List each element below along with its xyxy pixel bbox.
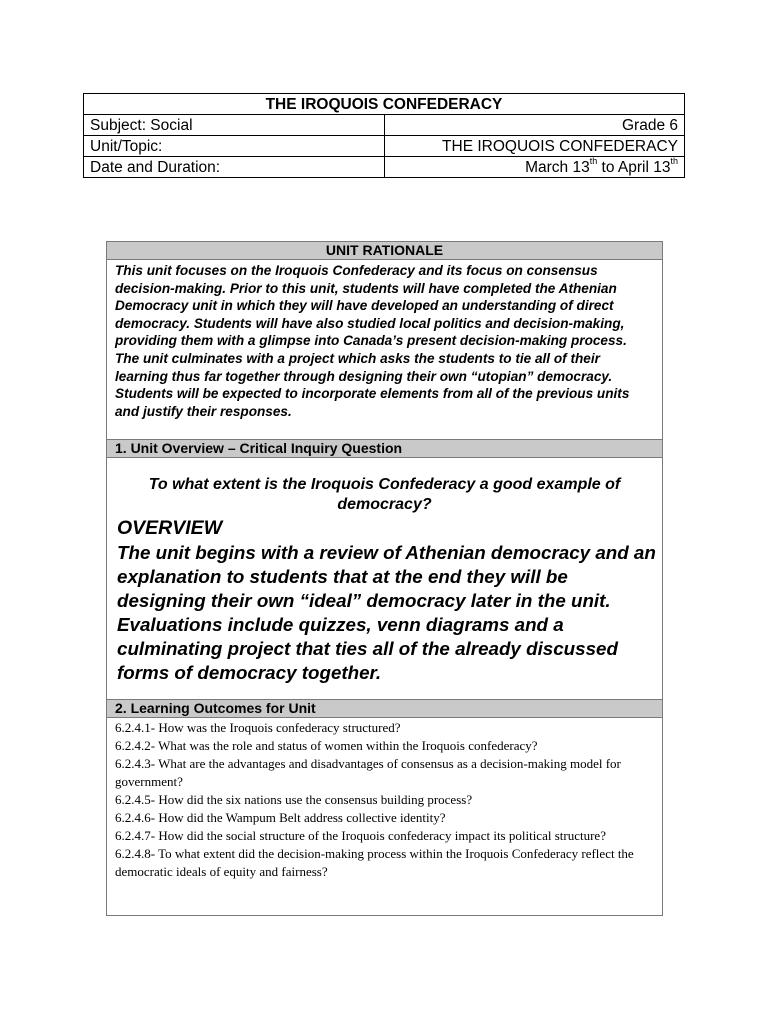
- overview-subheading: OVERVIEW: [117, 517, 223, 539]
- outcome-item: 6.2.4.3- What are the advantages and disadvantages of consensus as a decision-making model for government?: [115, 756, 621, 789]
- outcomes-cell: [107, 718, 663, 916]
- date-value: [385, 157, 685, 178]
- outcome-item: 6.2.4.1- How was the Iroquois confederacy structured?: [115, 720, 401, 735]
- document-title: THE IROQUOIS CONFEDERACY: [84, 94, 685, 115]
- unit-label: Unit/Topic:: [84, 136, 385, 157]
- overview-heading: 1. Unit Overview – Critical Inquiry Question: [107, 440, 663, 458]
- date-end: to April 13: [597, 158, 671, 176]
- inquiry-question: To what extent is the Iroquois Confederacy a good example of democracy?: [148, 476, 621, 513]
- outcome-item: 6.2.4.5- How did the six nations use the consensus building process?: [115, 792, 473, 807]
- outcome-item: 6.2.4.2- What was the role and status of women within the Iroquois confederacy?: [115, 738, 538, 753]
- unit-plan-table: [106, 241, 663, 916]
- overview-cell: [107, 458, 663, 700]
- unit-value: THE IROQUOIS CONFEDERACY: [385, 136, 685, 157]
- date-start: March 13: [525, 158, 590, 176]
- rationale-heading: UNIT RATIONALE: [107, 242, 663, 260]
- grade-value: Grade 6: [385, 115, 685, 136]
- outcome-item: 6.2.4.6- How did the Wampum Belt address collective identity?: [115, 810, 446, 825]
- date-suffix-1: th: [589, 156, 598, 167]
- rationale-text: This unit focuses on the Iroquois Confederacy and its focus on consensus decision-making. Prior to this unit, students will have completed the Athenian Democracy unit in which they will have developed an understanding of direct democracy. Students will have also studied local politics and decision-making, providing them with a glimpse into Canada’s present decision-making process. The unit culminates with a project which asks the students to tie all of their learning thus far together through designing their own “utopian” democracy. Students will be expected to incorporate elements from all of the previous units and justify their responses.: [107, 260, 663, 440]
- date-label: Date and Duration:: [84, 157, 385, 178]
- header-table: [83, 93, 685, 178]
- outcomes-heading: 2. Learning Outcomes for Unit: [107, 700, 663, 718]
- outcome-item: 6.2.4.8- To what extent did the decision-making process within the Iroquois Confederacy reflect the democratic ideals of equity and fairness?: [115, 846, 634, 879]
- outcome-item: 6.2.4.7- How did the social structure of the Iroquois confederacy impact its political structure?: [115, 828, 606, 843]
- date-suffix-2: th: [670, 156, 678, 167]
- overview-body: The unit begins with a review of Athenian democracy and an explanation to students that at the end they will be designing their own “ideal” democracy later in the unit. Evaluations include quizzes, venn diagrams and a culminating project that ties all of the already discussed forms of democracy together.: [117, 542, 656, 683]
- subject-label: Subject: Social: [84, 115, 385, 136]
